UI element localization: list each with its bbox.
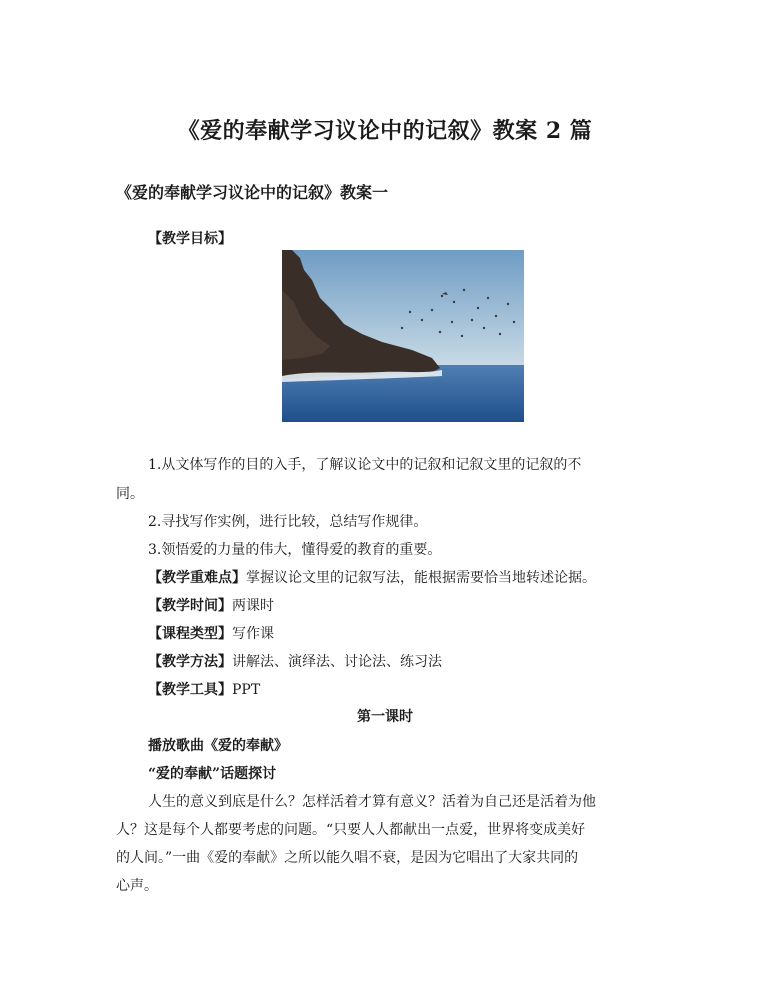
step-1: 播放歌曲《爱的奉献》 [148, 738, 288, 754]
tools-value: PPT [232, 682, 261, 698]
paragraph-line-4: 心声。 [116, 878, 158, 894]
method-value: 讲解法、演绎法、讨论法、练习法 [232, 654, 442, 670]
objective-2: 2.寻找写作实例，进行比较，总结写作规律。 [148, 514, 428, 530]
time-value: 两课时 [232, 598, 274, 614]
focus-label: 【教学重难点】 [148, 570, 246, 586]
method-label: 【教学方法】 [148, 654, 232, 670]
tools-row [148, 680, 260, 700]
section-subtitle: 《爱的奉献学习议论中的记叙》教案一 [116, 183, 389, 202]
objective-3: 3.领悟爱的力量的伟大，懂得爱的教育的重要。 [148, 542, 442, 558]
time-row [148, 596, 274, 616]
sea-cliff-photo [282, 250, 524, 422]
paragraph-line-2: 人？这是每个人都要考虑的问题。“只要人人都献出一点爱，世界将变成美好 [116, 822, 586, 838]
document-title: 《爱的奉献学习议论中的记叙》教案 2 篇 [177, 118, 593, 144]
sea-cliff-image [282, 250, 524, 422]
type-row [148, 624, 274, 644]
step-2: “爱的奉献”话题探讨 [148, 766, 277, 782]
time-label: 【教学时间】 [148, 598, 232, 614]
paragraph-line-1: 人生的意义到底是什么？怎样活着才算有意义？活着为自己还是活着为他 [148, 794, 596, 810]
objectives-label: 【教学目标】 [148, 231, 232, 247]
focus-row [148, 568, 596, 588]
objective-1-line-2: 同。 [116, 486, 144, 502]
type-value: 写作课 [232, 626, 274, 642]
lesson-heading: 第一课时 [357, 709, 413, 725]
paragraph-line-3: 的人间。”一曲《爱的奉献》之所以能久唱不衰，是因为它唱出了大家共同的 [116, 850, 579, 866]
tools-label: 【教学工具】 [148, 682, 232, 698]
type-label: 【课程类型】 [148, 626, 232, 642]
objective-1-line-1: 1.从文体写作的目的入手，了解议论文中的记叙和记叙文里的记叙的不 [148, 457, 582, 473]
method-row [148, 652, 442, 672]
focus-value: 掌握议论文里的记叙写法，能根据需要恰当地转述论据。 [246, 570, 596, 586]
